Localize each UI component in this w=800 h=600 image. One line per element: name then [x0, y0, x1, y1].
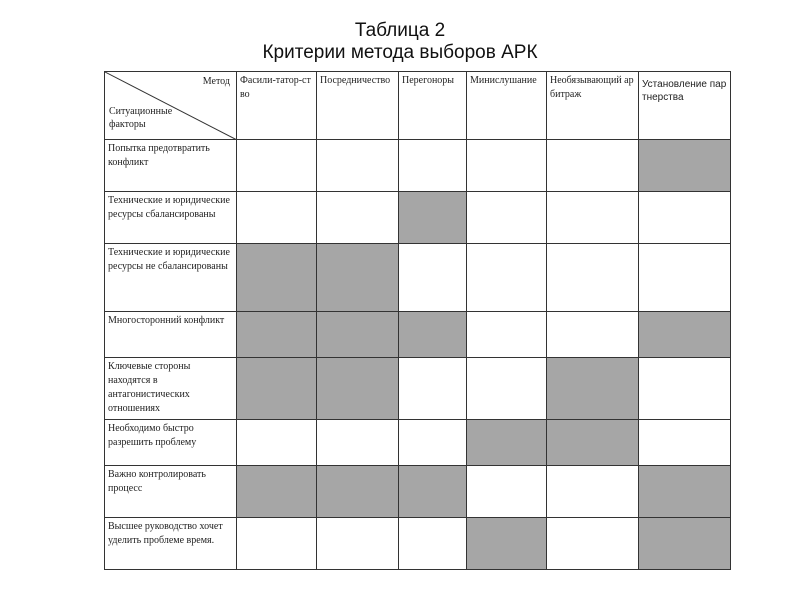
cell-nonbinding-arbitration [547, 420, 639, 466]
cell-facilitation [237, 244, 317, 312]
column-header-facilitation: Фасили-татор-ство [237, 72, 317, 140]
table-title: Критерии метода выборов АРК [262, 42, 538, 63]
cell-negotiations [399, 420, 467, 466]
cell-partnering [639, 358, 731, 420]
row-label: Многосторонний конфликт [105, 312, 237, 358]
cell-negotiations [399, 244, 467, 312]
row-label: Высшее руководство хочет уделить проблеме время. [105, 518, 237, 570]
row-label: Попытка предотвратить конфликт [105, 140, 237, 192]
cell-partnering [639, 420, 731, 466]
table-row [105, 192, 731, 244]
header-row [105, 72, 731, 140]
column-header-negotiations: Перегоноры [399, 72, 467, 140]
cell-facilitation [237, 518, 317, 570]
table-caption: Таблица 2 [354, 20, 446, 41]
table-row [105, 358, 731, 420]
cell-minitrial [467, 140, 547, 192]
table-row [105, 244, 731, 312]
cell-facilitation [237, 466, 317, 518]
row-label: Технические и юридические ресурсы сбалансированы [105, 192, 237, 244]
cell-partnering [639, 192, 731, 244]
cell-minitrial [467, 312, 547, 358]
criteria-table [104, 71, 731, 570]
cell-nonbinding-arbitration [547, 358, 639, 420]
cell-mediation [317, 192, 399, 244]
corner-cell [105, 72, 237, 140]
cell-nonbinding-arbitration [547, 140, 639, 192]
table-row [105, 140, 731, 192]
cell-partnering [639, 312, 731, 358]
cell-nonbinding-arbitration [547, 192, 639, 244]
column-header-mediation: Посредничество [317, 72, 399, 140]
cell-minitrial [467, 358, 547, 420]
cell-negotiations [399, 140, 467, 192]
cell-nonbinding-arbitration [547, 466, 639, 518]
row-label: Технические и юридические ресурсы не сбалансированы [105, 244, 237, 312]
table-row [105, 312, 731, 358]
cell-mediation [317, 244, 399, 312]
cell-mediation [317, 140, 399, 192]
cell-negotiations [399, 518, 467, 570]
table-row [105, 420, 731, 466]
cell-negotiations [399, 466, 467, 518]
cell-facilitation [237, 140, 317, 192]
cell-nonbinding-arbitration [547, 244, 639, 312]
table-row [105, 466, 731, 518]
cell-negotiations [399, 358, 467, 420]
cell-minitrial [467, 420, 547, 466]
cell-nonbinding-arbitration [547, 518, 639, 570]
cell-facilitation [237, 192, 317, 244]
cell-partnering [639, 466, 731, 518]
cell-mediation [317, 358, 399, 420]
cell-mediation [317, 420, 399, 466]
table-row [105, 518, 731, 570]
cell-facilitation [237, 312, 317, 358]
factors-label: Ситуационные факторы [109, 106, 173, 130]
cell-facilitation [237, 420, 317, 466]
column-header-nonbinding-arbitration: Необязывающий арбитраж [547, 72, 639, 140]
row-label: Ключевые стороны находятся в антагонистических отношениях [105, 358, 237, 420]
cell-facilitation [237, 358, 317, 420]
row-label: Важно контролировать процесс [105, 466, 237, 518]
column-header-minitrial: Минислушание [467, 72, 547, 140]
cell-minitrial [467, 518, 547, 570]
cell-minitrial [467, 466, 547, 518]
row-label: Необходимо быстро разрешить проблему [105, 420, 237, 466]
cell-minitrial [467, 192, 547, 244]
method-label: Метод [202, 76, 230, 87]
column-header-partnering: Установление партнерства [639, 72, 731, 140]
cell-mediation [317, 466, 399, 518]
cell-negotiations [399, 192, 467, 244]
cell-minitrial [467, 244, 547, 312]
cell-mediation [317, 518, 399, 570]
cell-nonbinding-arbitration [547, 312, 639, 358]
cell-partnering [639, 244, 731, 312]
cell-negotiations [399, 312, 467, 358]
cell-partnering [639, 140, 731, 192]
cell-partnering [639, 518, 731, 570]
cell-mediation [317, 312, 399, 358]
